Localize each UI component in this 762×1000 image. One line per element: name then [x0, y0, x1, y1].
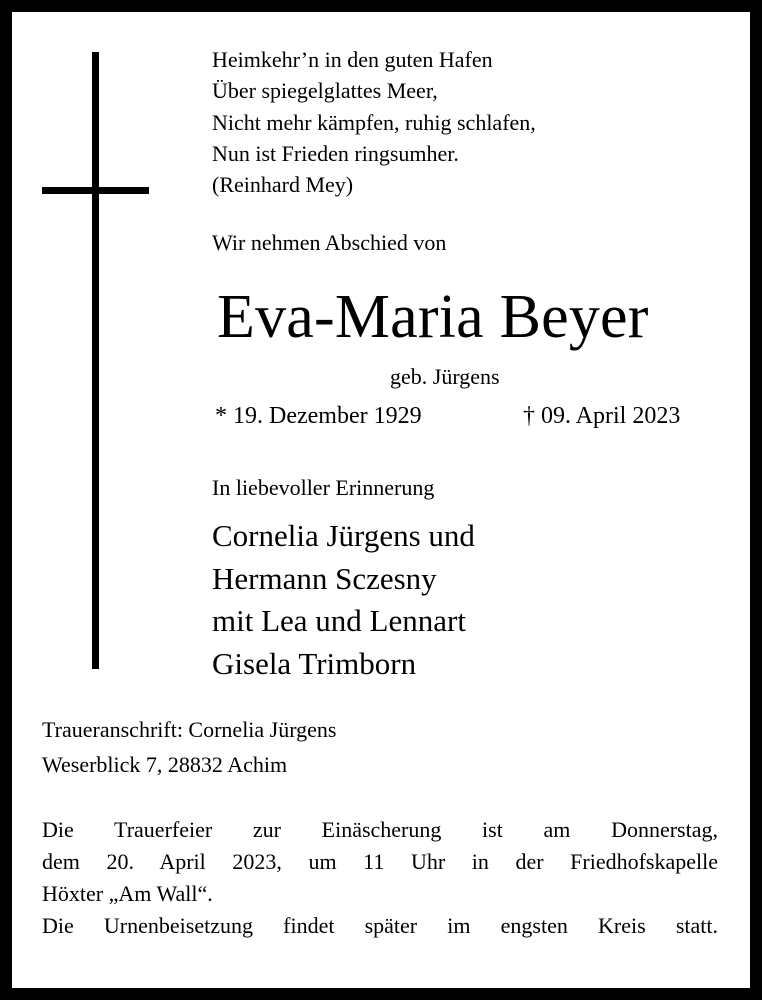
poem-line: Nun ist Frieden ringsumher. — [212, 140, 459, 166]
mourner-line: Gisela Trimborn — [212, 645, 417, 681]
poem-line: Über spiegelglattes Meer, — [212, 78, 438, 104]
memory-line: In liebevoller Erinnerung — [212, 475, 435, 500]
funeral-service-info — [42, 814, 718, 942]
death-date: † 09. April 2023 — [523, 403, 681, 429]
address-line: Weserblick 7, 28832 Achim — [42, 752, 288, 777]
address-line: Traueranschrift: Cornelia Jürgens — [42, 717, 337, 742]
farewell-intro: Wir nehmen Abschied von — [212, 230, 447, 255]
poem-line: Nicht mehr kämpfen, ruhig schlafen, — [212, 109, 536, 135]
mourners-list — [212, 515, 475, 685]
mourner-line: Hermann Sczesny — [212, 560, 437, 596]
service-line: Höxter „Am Wall“. — [42, 881, 213, 906]
cross-horizontal-bar — [42, 187, 149, 194]
poem-attribution: (Reinhard Mey) — [212, 172, 354, 198]
poem-line: Heimkehr’n in den guten Hafen — [212, 47, 493, 72]
service-line: Die Urnenbeisetzung findet später im engsten Kreis statt. — [42, 913, 718, 938]
mourner-line: mit Lea und Lennart — [212, 603, 466, 638]
maiden-name: geb. Jürgens — [390, 364, 500, 389]
cross-vertical-bar — [92, 52, 99, 669]
mourning-address — [42, 712, 337, 782]
service-line: Die Trauerfeier zur Einäscherung ist am Donnerstag, — [42, 817, 718, 842]
mourner-line: Cornelia Jürgens und — [212, 518, 475, 553]
obituary-notice — [12, 12, 750, 988]
birth-date: * 19. Dezember 1929 — [215, 403, 422, 429]
poem — [212, 44, 536, 200]
deceased-name: Eva-Maria Beyer — [217, 283, 649, 351]
service-line: dem 20. April 2023, um 11 Uhr in der Friedhofskapelle — [42, 849, 718, 874]
